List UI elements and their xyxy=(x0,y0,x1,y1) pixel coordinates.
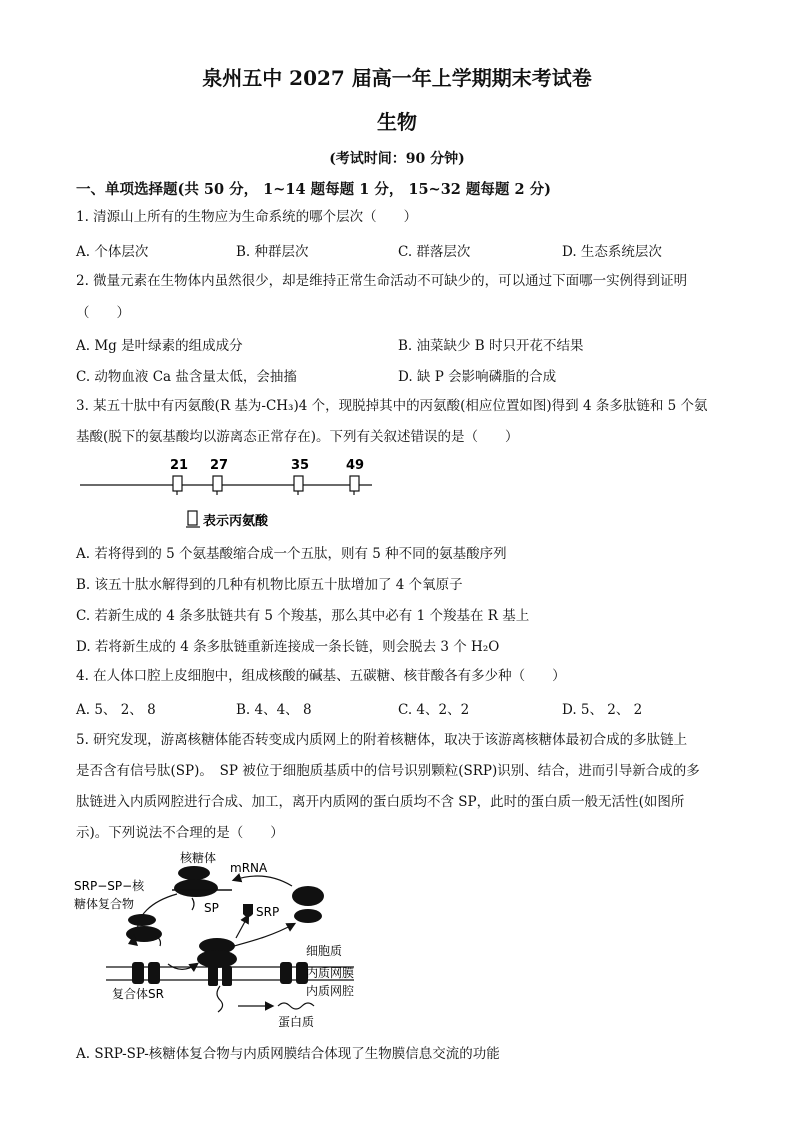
position-label-21: 21 xyxy=(169,458,189,473)
srp-diagram xyxy=(72,846,392,1032)
cycle-arrow-top xyxy=(234,876,292,886)
q5-option-a: A. SRP-SP-核糖体复合物与内质网膜结合体现了生物膜信息交流的功能 xyxy=(76,1046,500,1062)
srp-particle-icon xyxy=(243,904,253,917)
q5-stem-line3: 肽链进入内质网腔进行合成、加工，离开内质网的蛋白质均不含 SP，此时的蛋白质一般无活性(如图所 xyxy=(76,794,685,810)
label-sp: SP xyxy=(204,901,219,915)
nascent-peptide xyxy=(217,986,223,1012)
q3-option-d: D. 若将新生成的 4 条多肽链重新连接成一条长链，则会脱去 3 个 H₂O xyxy=(76,639,500,655)
q4-option-b: B. 4、4、 8 xyxy=(236,702,312,718)
q4-option-a: A. 5、 2、 8 xyxy=(76,702,156,718)
exam-title: 泉州五中 2027 届高一年上学期期末考试卷 xyxy=(202,66,592,90)
label-sr-complex: 复合体SR xyxy=(112,987,164,1001)
alanine-marker-49 xyxy=(350,476,359,491)
exam-time: (考试时间：90 分钟) xyxy=(329,151,465,167)
section-heading: 一、单项选择题(共 50 分， 1~14 题每题 1 分， 15~32 题每题 2 分) xyxy=(76,181,551,198)
label-complex-line1: SRP−SP−核 xyxy=(74,879,145,893)
protein-coil xyxy=(278,1003,314,1009)
position-label-49: 49 xyxy=(345,458,365,473)
label-er-lumen: 内质网腔 xyxy=(306,984,355,998)
q4-option-d: D. 5、 2、 2 xyxy=(562,702,643,718)
q1-option-a: A. 个体层次 xyxy=(76,244,149,260)
exam-subject: 生物 xyxy=(377,110,417,134)
q5-stem-line4: 示)。下列说法不合理的是（ ） xyxy=(76,825,284,841)
ribosome-docked-icon xyxy=(197,938,237,968)
alanine-marker-35 xyxy=(294,476,303,491)
peptide-figure xyxy=(76,452,386,532)
q2-stem-line1: 2. 微量元素在生物体内虽然很少，却是维持正常生命活动不可缺少的，可以通过下面哪一实例得到证明 xyxy=(76,273,688,289)
srp-release-arrow xyxy=(236,916,248,938)
legend-alanine-marker xyxy=(188,511,197,525)
q1-option-c: C. 群落层次 xyxy=(398,244,471,260)
q3-stem-line2: 基酸(脱下的氨基酸均以游离态正常存在)。下列有关叙述错误的是（ ） xyxy=(76,429,519,445)
label-srp: SRP xyxy=(256,905,280,919)
q4-option-c: C. 4、2、2 xyxy=(398,702,470,718)
srp-complex-icon xyxy=(126,914,162,946)
q2-option-b: B. 油菜缺少 B 时只开花不结果 xyxy=(398,338,584,354)
q2-stem-line2: （ ） xyxy=(76,305,130,321)
legend-label: 表示丙氨酸 xyxy=(203,514,269,529)
q2-option-c: C. 动物血液 Ca 盐含量太低，会抽搐 xyxy=(76,369,297,385)
alanine-marker-27 xyxy=(213,476,222,491)
ribosome-top-icon xyxy=(172,866,232,910)
position-label-35: 35 xyxy=(290,458,310,473)
q3-option-b: B. 该五十肽水解得到的几种有机物比原五十肽增加了 4 个氧原子 xyxy=(76,577,463,593)
q5-stem-line1: 5. 研究发现，游离核糖体能否转变成内质网上的附着核糖体，取决于该游离核糖体最初合成的多肽链上 xyxy=(76,732,688,748)
q3-option-a: A. 若将得到的 5 个氨基酸缩合成一个五肽，则有 5 种不同的氨基酸序列 xyxy=(76,546,507,562)
q1-option-d: D. 生态系统层次 xyxy=(562,244,662,260)
cycle-arrow-right xyxy=(234,924,294,946)
label-cytoplasm: 细胞质 xyxy=(306,944,343,958)
label-protein: 蛋白质 xyxy=(278,1015,315,1029)
position-label-27: 27 xyxy=(209,458,229,473)
q2-option-d: D. 缺 P 会影响磷脂的合成 xyxy=(398,369,557,385)
label-mrna: mRNA xyxy=(230,861,268,875)
q3-stem-line1: 3. 某五十肽中有丙氨酸(R 基为-CH₃)4 个，现脱掉其中的丙氨酸(相应位置如图)得到 4 条多肽链和 5 个氨 xyxy=(76,398,708,414)
label-er-membrane: 内质网膜 xyxy=(306,966,355,980)
q3-option-c: C. 若新生成的 4 条多肽链共有 5 个羧基，那么其中必有 1 个羧基在 R 基上 xyxy=(76,608,530,624)
q2-option-a: A. Mg 是叶绿素的组成成分 xyxy=(76,338,243,354)
q1-option-b: B. 种群层次 xyxy=(236,244,309,260)
q1-stem: 1. 清源山上所有的生物应为生命系统的哪个层次（ ） xyxy=(76,209,418,225)
alanine-marker-21 xyxy=(173,476,182,491)
ribosome-free-icon xyxy=(292,886,324,923)
label-complex-line2: 糖体复合物 xyxy=(74,897,135,911)
label-ribosome: 核糖体 xyxy=(180,851,217,865)
q5-stem-line2: 是否含有信号肽(SP)。 SP 被位于细胞质基质中的信号识别颗粒(SRP)识别、结合，进而引导新合成的多 xyxy=(76,763,700,779)
q4-stem: 4. 在人体口腔上皮细胞中，组成核酸的碱基、五碳糖、核苷酸各有多少种（ ） xyxy=(76,668,566,684)
